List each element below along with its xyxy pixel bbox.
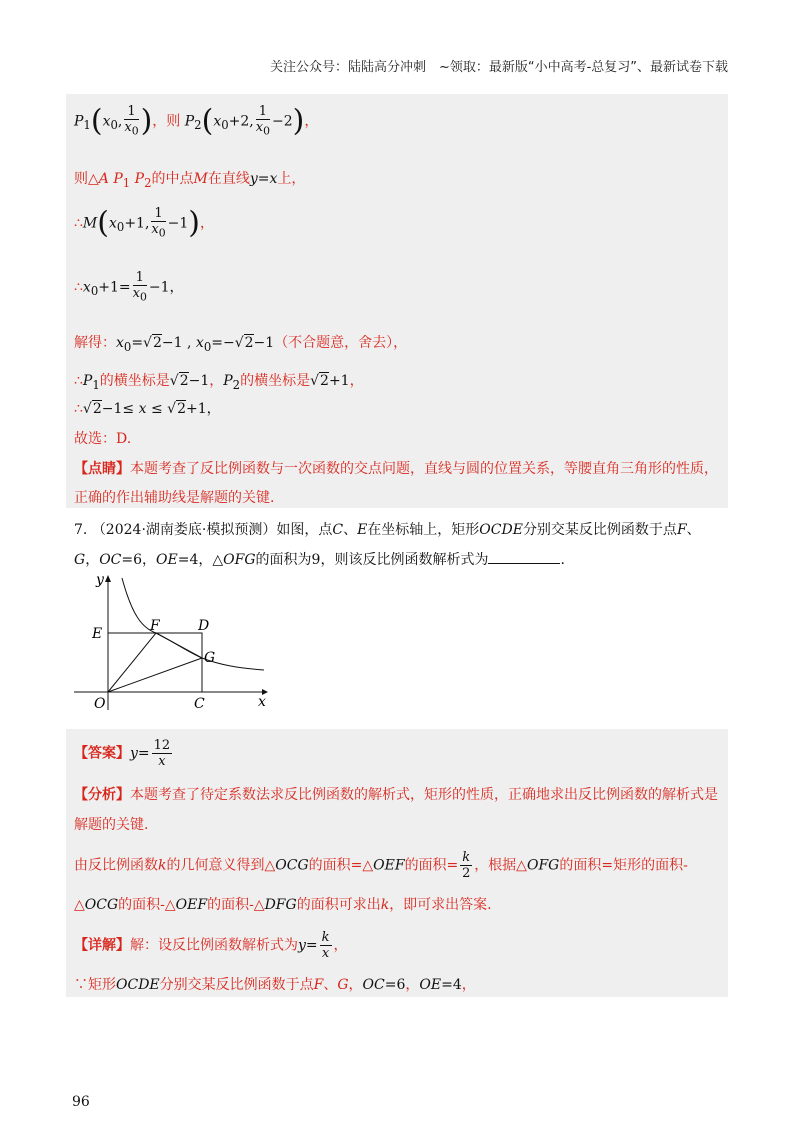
analysis-line-1: 【分析】本题考查了待定系数法求反比例函数的解析式，矩形的性质，正确地求出反比例函数的解析式是	[74, 787, 718, 803]
analysis-line-3: 由反比例函数k的几何意义得到△OCG的面积=△OEF的面积= $\frac{k}{2}$ ，根据△OFG的面积=矩形的面积-	[74, 850, 688, 881]
analysis-line-2: 解题的关键.	[74, 817, 149, 833]
sol-line-8: 故选：D.	[74, 431, 132, 447]
answer-line: 【答案】y= $\frac{12}{x}$	[74, 738, 171, 769]
answer-blank	[488, 563, 560, 564]
dianjing-line-1: 【点睛】本题考查了反比例函数与一次函数的交点问题，直线与圆的位置关系，等腰直角三角形的性质，	[74, 461, 718, 477]
label-y: y	[96, 572, 104, 588]
sol-line-7: ∴√2−1≤ x ≤ √2+1，	[74, 401, 221, 417]
label-d: D	[198, 618, 210, 634]
label-c: C	[194, 696, 205, 712]
dianjing-line-2: 正确的作出辅助线是解题的关键.	[74, 490, 275, 506]
sol-line-6: $\therefore P_1$的横坐标是√2−1，$P_2$的横坐标是√2+1，	[74, 373, 364, 392]
sol-line-4: $\therefore x_0+1=$ $\frac{1}{x_0}$ −1，	[74, 270, 184, 304]
label-f: F	[150, 618, 160, 634]
label-x: x	[258, 694, 266, 710]
q7-line-2: G，OC=6，OE=4，△OFG的面积为9，则该反比例函数解析式为 .	[74, 552, 565, 568]
sol-line-2: 则△A $P_1$ $P_2$的中点M在直线y=x上，	[74, 171, 306, 190]
q7-line-1: 7. （2024·湖南娄底·模拟预测）如图，点C、E在坐标轴上，矩形OCDE分别交某反比例函数于点F、	[74, 522, 701, 538]
label-g: G	[204, 650, 216, 666]
sol-line-1: $P_1(x_0$, $\frac{1}{x_0}$ )，则 $P_2(x_0+2$, $\frac{1}{x_0}$ −2)，	[74, 103, 319, 139]
page-number: 96	[72, 1094, 90, 1110]
detail-line-2: ∵矩形OCDE分别交某反比例函数于点F、G，OC=6，OE=4，	[74, 977, 476, 993]
label-o: O	[94, 696, 106, 712]
detail-line-1: 【详解】解：设反比例函数解析式为y= $\frac{k}{x}$ ，	[74, 930, 348, 961]
sol-line-3: $\therefore M(x_0+1$, $\frac{1}{x_0}$ −1)，	[74, 205, 214, 241]
rectangle-hyperbola-figure	[70, 570, 270, 720]
segment-fg	[156, 633, 202, 658]
label-e: E	[92, 626, 103, 642]
hyperbola-curve	[122, 578, 264, 670]
sol-line-5: 解得：$x_0=√2-1$ , $x_0=-√2-1$（不合题意，舍去），	[74, 335, 408, 354]
page-header: 关注公众号：陆陆高分冲刺 ~领取：最新版“小中高考-总复习”、最新试卷下载	[269, 60, 728, 75]
rectangle-ocde	[108, 633, 202, 692]
y-axis-arrow-icon	[105, 575, 111, 582]
analysis-line-4: △OCG的面积-△OEF的面积-△DFG的面积可求出k，即可求出答案.	[74, 897, 492, 913]
